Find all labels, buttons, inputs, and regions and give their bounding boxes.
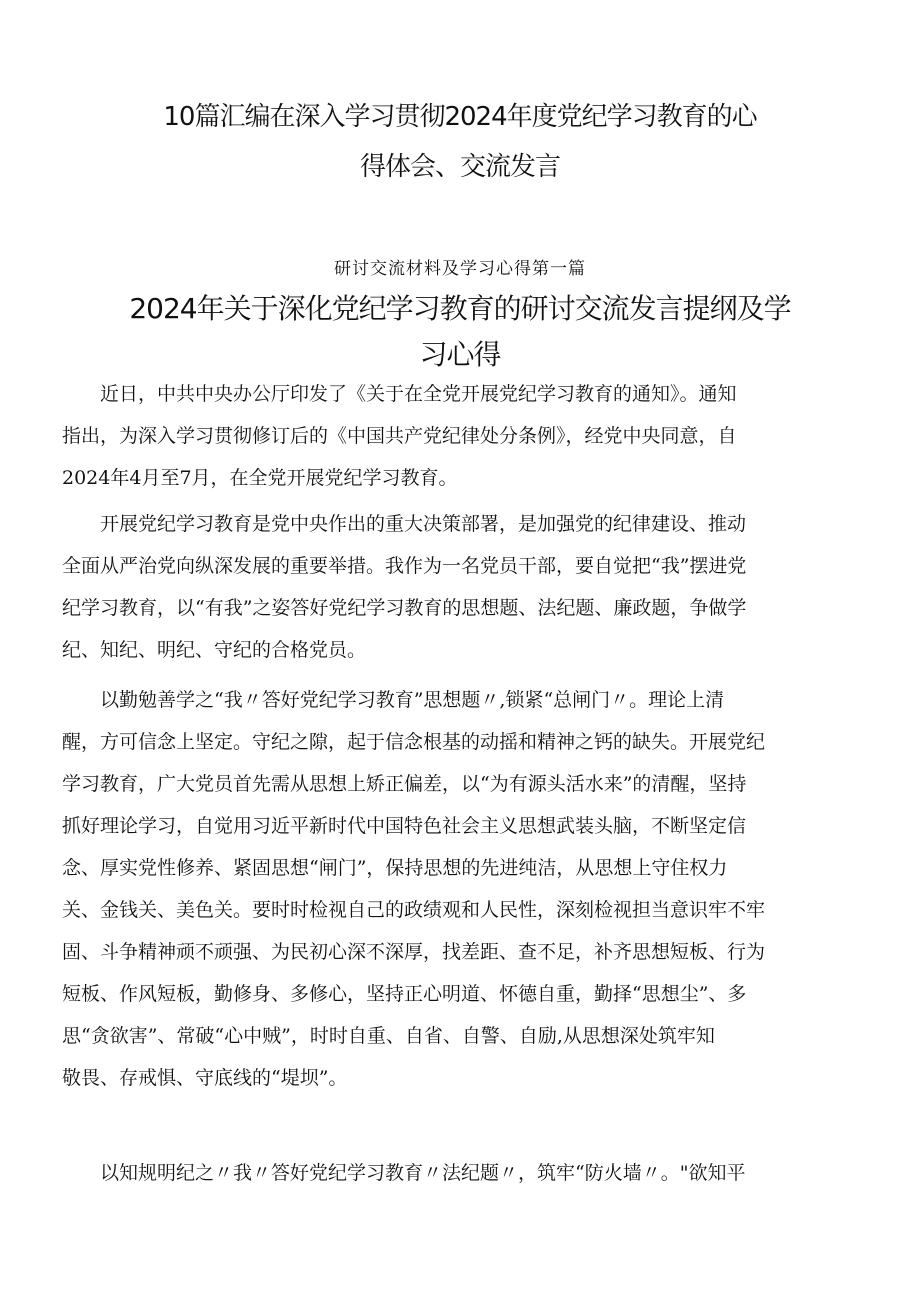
- paragraph-line: 全面从严治党向纵深发展的重要举措。我作为一名党员干部，要自觉把“我”摆进党: [62, 555, 747, 577]
- main-title: [100, 92, 820, 192]
- paragraph-line: 开展党纪学习教育是党中央作出的重大决策部署，是加强党的纪律建设、推动: [62, 513, 747, 535]
- paragraph-line: 固、斗争精神顽不顽强、为民初心深不深厚，找差距、查不足，补齐思想短板、行为: [62, 941, 766, 963]
- paragraph-line: 关、金钱关、美色关。要时时检视自己的政绩观和人民性，深刻检视担当意识牢不牢: [62, 899, 766, 921]
- paragraph-line: 抓好理论学习，自觉用习近平新时代中国特色社会主义思想武装头脑，不断坚定信: [62, 815, 747, 837]
- paragraph-line: 2024年4月至7月，在全党开展党纪学习教育。: [62, 467, 458, 489]
- paragraph-3: [62, 679, 862, 1099]
- paragraph-1: [62, 373, 862, 499]
- sub-title-line: 习心得: [419, 338, 501, 371]
- section-label: 研讨交流材料及学习心得第一篇: [334, 259, 586, 279]
- paragraph-line: 醒，方可信念上坚定。守纪之隙，起于信念根基的动摇和精神之钙的缺失。开展党纪: [62, 731, 766, 753]
- paragraph-line: 指出，为深入学习贯彻修订后的《中国共产党纪律处分条例》，经党中央同意，自: [62, 425, 737, 447]
- paragraph-2: [62, 503, 862, 671]
- paragraph-4: [62, 1152, 862, 1194]
- paragraph-line: 短板、作风短板，勤修身、多修心，坚持正心明道、怀德自重，勤择“思想尘”、多: [62, 983, 747, 1005]
- main-title-line: 得体会、交流发言: [359, 152, 560, 182]
- paragraph-line: 纪学习教育，以“有我”之姿答好党纪学习教育的思想题、法纪题、廉政题，争做学: [62, 597, 747, 619]
- paragraph-line: 纪、知纪、明纪、守纪的合格党员。: [62, 639, 367, 661]
- paragraph-line: 敬畏、存戒惧、守底线的“堤坝”。: [62, 1067, 348, 1089]
- paragraph-line: 近日，中共中央办公厅印发了《关于在全党开展党纪学习教育的通知》。通知: [62, 383, 737, 405]
- paragraph-line: 以勤勉善学之“我〃答好党纪学习教育”思想题〃,锁紧“总闸门〃。理论上清: [62, 689, 725, 711]
- main-title-line: 10篇汇编在深入学习贯彻2024年度党纪学习教育的心: [163, 102, 757, 132]
- paragraph-line: 学习教育，广大党员首先需从思想上矫正偏差，以“为有源头活水来”的清醒，坚持: [62, 773, 747, 795]
- paragraph-line: 以知规明纪之〃我〃答好党纪学习教育〃法纪题〃，筑牢“防火墙〃。"欲知平: [62, 1162, 746, 1184]
- sub-title: [80, 286, 840, 378]
- paragraph-line: 念、厚实党性修养、紧固思想“闸门”，保持思想的先进纯洁，从思想上守住权力: [62, 857, 728, 879]
- sub-title-line: 2024年关于深化党纪学习教育的研讨交流发言提纲及学: [129, 292, 791, 325]
- paragraph-line: 思“贪欲害”、常破“心中贼”，时时自重、自省、自警、自励,从思想深处筑牢知: [62, 1025, 715, 1047]
